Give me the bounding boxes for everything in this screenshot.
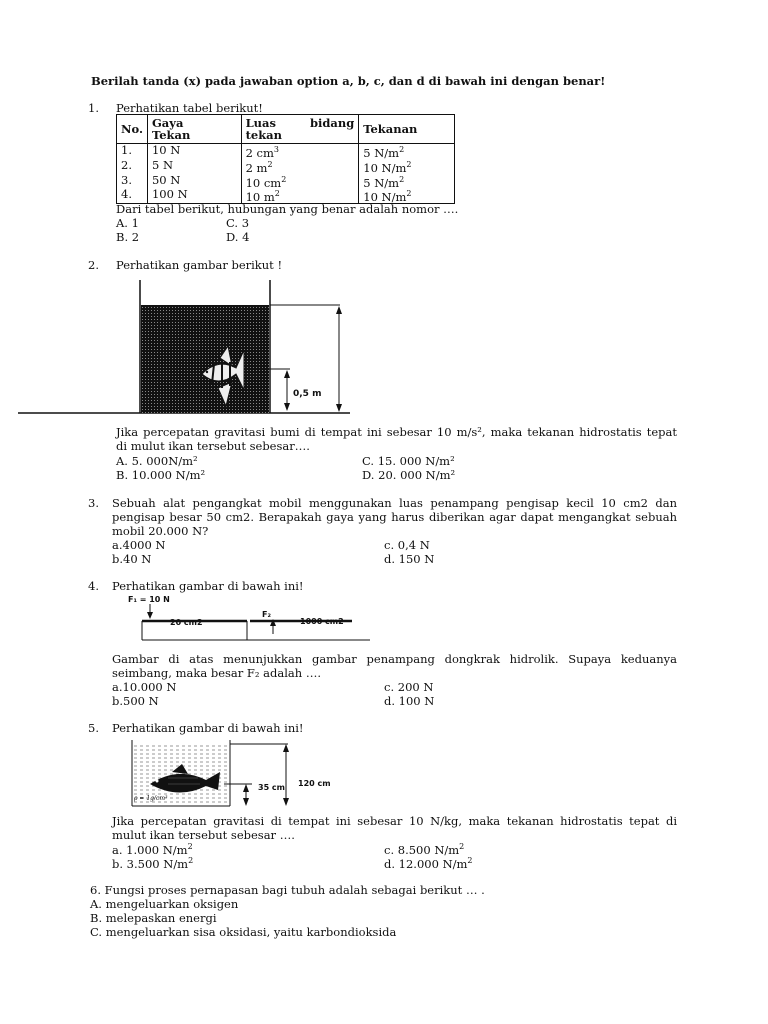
q2-text-line1: Jika percepatan gravitasi bumi di tempat ini sebesar 10 m/s², maka tekanan hidrostatis tepat <box>116 425 677 439</box>
q3-option-d[interactable]: d. 150 N <box>384 552 435 566</box>
table-row: 3. 50 N 10 $cm^2$ 5 $N/m^2$ <box>117 174 455 189</box>
q3-number: 3. <box>88 496 99 510</box>
q2-option-b[interactable]: B. 10.000 N/m² <box>116 468 206 482</box>
q5-option-c[interactable]: c. 8.500 $N/m^2$ <box>384 842 465 857</box>
table-row: 2. 5 N 2 $m^2$ 10 $N/m^2$ <box>117 159 455 174</box>
q4-option-c[interactable]: c. 200 N <box>384 680 434 694</box>
q4-option-a[interactable]: a.10.000 N <box>112 680 177 694</box>
q6-stem: 6. Fungsi proses pernapasan bagi tubuh adalah sebagai berikut … . <box>90 883 485 897</box>
q4-f1-label: F₁ = 10 N <box>128 595 170 604</box>
q5-number: 5. <box>88 721 99 735</box>
q1-option-a[interactable]: A. 1 <box>116 216 139 230</box>
q2-option-a[interactable]: A. 5. 000N/m² <box>116 454 198 468</box>
q5-text-line2: mulut ikan tersebut sebesar …. <box>112 828 295 842</box>
table-row: 1. 10 N 2 $cm^3$ 5 $N/m^2$ <box>117 144 455 159</box>
header-tekanan: Tekanan <box>359 115 455 144</box>
q2-stem: Perhatikan gambar berikut ! <box>116 258 283 272</box>
q2-option-d[interactable]: D. 20. 000 N/m² <box>362 468 456 482</box>
q1-option-d[interactable]: D. 4 <box>226 230 250 244</box>
q4-option-d[interactable]: d. 100 N <box>384 694 435 708</box>
header-luas: Luas bidang tekan <box>241 115 359 144</box>
header-gaya: Gaya Tekan <box>147 115 241 144</box>
q5-option-b[interactable]: b. 3.500 $N/m^2$ <box>112 856 194 871</box>
q5-rho-label: ρ = 1g/cm³ <box>134 795 168 802</box>
q5-option-d[interactable]: d. 12.000 $N/m^2$ <box>384 856 473 871</box>
instruction-heading: Berilah tanda (x) pada jawaban option a, b, c, dan d di bawah ini dengan benar! <box>91 74 606 88</box>
q3-option-c[interactable]: c. 0,4 N <box>384 538 430 552</box>
header-no: No. <box>117 115 148 144</box>
q5-text-line1: Jika percepatan gravitasi di tempat ini sebesar 10 N/kg, maka tekanan hidrostatis tepat di <box>112 814 677 828</box>
water-fill <box>141 305 269 413</box>
q2-number: 2. <box>88 258 99 272</box>
q3-text-line3: mobil 20.000 N? <box>112 524 209 538</box>
q5-h2-label: 120 cm <box>298 779 331 788</box>
q6-option-c[interactable]: C. mengeluarkan sisa oksidasi, yaitu karbondioksida <box>90 925 397 939</box>
q6-option-b[interactable]: B. melepaskan energi <box>90 911 217 925</box>
q3-option-b[interactable]: b.40 N <box>112 552 152 566</box>
q4-f2-label: F₂ <box>262 610 271 619</box>
q5-stem: Perhatikan gambar di bawah ini! <box>112 721 304 735</box>
q5-option-a[interactable]: a. 1.000 $N/m^2$ <box>112 842 193 857</box>
table-header-row <box>117 115 455 144</box>
q1-number: 1. <box>88 101 99 115</box>
q3-option-a[interactable]: a.4000 N <box>112 538 166 552</box>
q1-option-c[interactable]: C. 3 <box>226 216 250 230</box>
q4-number: 4. <box>88 579 99 593</box>
q1-option-b[interactable]: B. 2 <box>116 230 140 244</box>
q2-depth-label: 0,5 m <box>293 389 322 399</box>
q4-text-line1: Gambar di atas menunjukkan gambar penampang dongkrak hidrolik. Supaya keduanya <box>112 652 677 666</box>
q1-table <box>116 114 455 204</box>
q4-option-b[interactable]: b.500 N <box>112 694 159 708</box>
q6-option-a[interactable]: A. mengeluarkan oksigen <box>90 897 239 911</box>
q2-option-c[interactable]: C. 15. 000 N/m² <box>362 454 455 468</box>
q4-a2-label: 1000 cm2 <box>300 617 344 626</box>
q2-text-line2: di mulut ikan tersebut sebesar…. <box>116 439 310 453</box>
q1-stem: Perhatikan tabel berikut! <box>116 101 263 115</box>
q4-a1-label: 20 cm2 <box>170 618 203 627</box>
table-row: 4. 100 N 10 $m^2$ 10 $N/m^2$ <box>117 188 455 203</box>
q4-stem: Perhatikan gambar di bawah ini! <box>112 579 304 593</box>
q1-question: Dari tabel berikut, hubungan yang benar adalah nomor …. <box>116 202 459 216</box>
q5-h1-label: 35 cm <box>258 783 285 792</box>
q3-text-line1: Sebuah alat pengangkat mobil menggunakan luas penampang pengisap kecil 10 cm2 dan <box>112 496 677 510</box>
q4-text-line2: seimbang, maka besar F₂ adalah …. <box>112 666 321 680</box>
q3-text-line2: pengisap besar 50 cm2. Berapakah gaya yang harus diberikan agar dapat mengangkat sebuah <box>112 510 677 524</box>
